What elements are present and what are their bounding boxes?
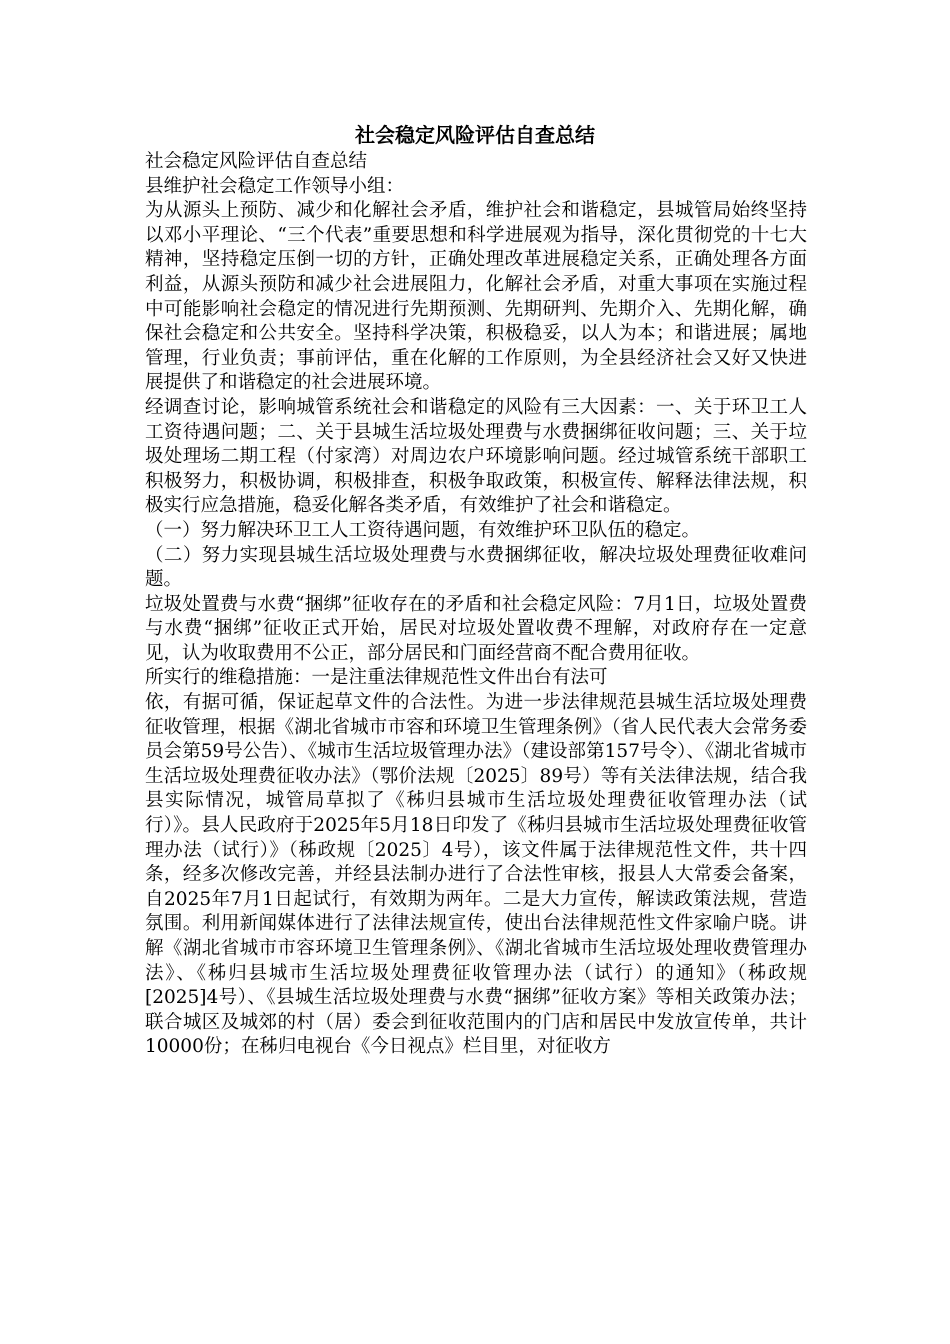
paragraph-subtitle: 社会稳定风险评估自查总结 — [145, 151, 368, 172]
paragraph-section-one: （一）努力解决环卫工人工资待遇问题，有效维护环卫队伍的稳定。 — [145, 519, 701, 541]
paragraph-intro: 为从源头上预防、减少和化解社会矛盾，维护社会和谐稳定，县城管局始终坚持以邓小平理论、“三个代表”重要思想和科学进展观为指导，深化贯彻党的十七大精神，坚持稳定压倒一切的方针，正确处理改革进展稳定关系，正确处理各方面利益，从源头预防和减少社会进展阻力，化解社会矛盾，对重大事项在实施过程中可能影响社会稳定的情况进行先期预测、先期研判、先期介入、先期化解，确保社会稳定和公共安全。坚持科学决策，积极稳妥，以人为本；和谐进展；属地管理，行业负责；事前评估，重在化解的工作原则，为全县经济社会又好又快进展提供了和谐稳定的社会进展环境。 — [145, 200, 807, 394]
paragraph-addressee: 县维护社会稳定工作领导小组： — [145, 175, 405, 197]
paragraph-section-two: （二）努力实现县城生活垃圾处理费与水费捆绑征收，解决垃圾处理费征收难问题。 — [145, 544, 807, 591]
paragraph-conflict: 垃圾处置费与水费“捆绑”征收存在的矛盾和社会稳定风险：7月1日，垃圾处置费与水费“捆绑”征收正式开始，居民对垃圾处置收费不理解，对政府存在一定意见，认为收取费用不公正，部分居民和门面经营商不配合费用征收。 — [145, 593, 807, 664]
document-title: 社会稳定风险评估自查总结 — [355, 123, 595, 147]
paragraph-measures-lead: 所实行的维稳措施：一是注重法律规范性文件出台有法可 — [145, 667, 608, 689]
paragraph-risk-factors: 经调查讨论，影响城管系统社会和谐稳定的风险有三大因素：一、关于环卫工人工资待遇问题；二、关于县城生活垃圾处理费与水费捆绑征收问题；三、关于垃圾处理场二期工程（付家湾）对周边农户环境影响问题。经过城管系统干部职工积极努力，积极协调，积极排查，积极争取政策，积极宣传、解释法律法规，积极实行应急措施，稳妥化解各类矛盾，有效维护了社会和谐稳定。 — [145, 396, 807, 517]
paragraph-measures-detail: 依，有据可循，保证起草文件的合法性。为进一步法律规范县城生活垃圾处理费征收管理，根据《湖北省城市市容和环境卫生管理条例》（省人民代表大会常务委员会第59号公告）、《城市生活垃圾管理办法》（建设部第157号令）、《湖北省城市生活垃圾处理费征收办法》（鄂价法规〔2025〕89号）等有关法律法规，结合我县实际情况，城管局草拟了《秭归县城市生活垃圾处理费征收管理办法（试行）》。县人民政府于2025年5月18日印发了《秭归县城市生活垃圾处理费征收管理办法（试行）》（秭政规〔2025〕4号），该文件属于法律规范性文件，共十四条，经多次修改完善，并经县法制办进行了合法性审核，报县人大常委会备案，自2025年7月1日起试行，有效期为两年。二是大力宣传，解读政策法规，营造氛围。利用新闻媒体进行了法律法规宣传，使出台法律规范性文件家喻户晓。讲解《湖北省城市市容环境卫生管理条例》、《湖北省城市生活垃圾处理收费管理办法》、《秭归县城市生活垃圾处理费征收管理办法（试行）的通知》（秭政规[2025]4号）、《县城生活垃圾处理费与水费“捆绑”征收方案》等相关政策办法；联合城区及城郊的村（居）委会到征收范围内的门店和居民中发放宣传单，共计10000份；在秭归电视台《今日视点》栏目里，对征收方 — [145, 692, 807, 1058]
document-body — [145, 150, 807, 1060]
